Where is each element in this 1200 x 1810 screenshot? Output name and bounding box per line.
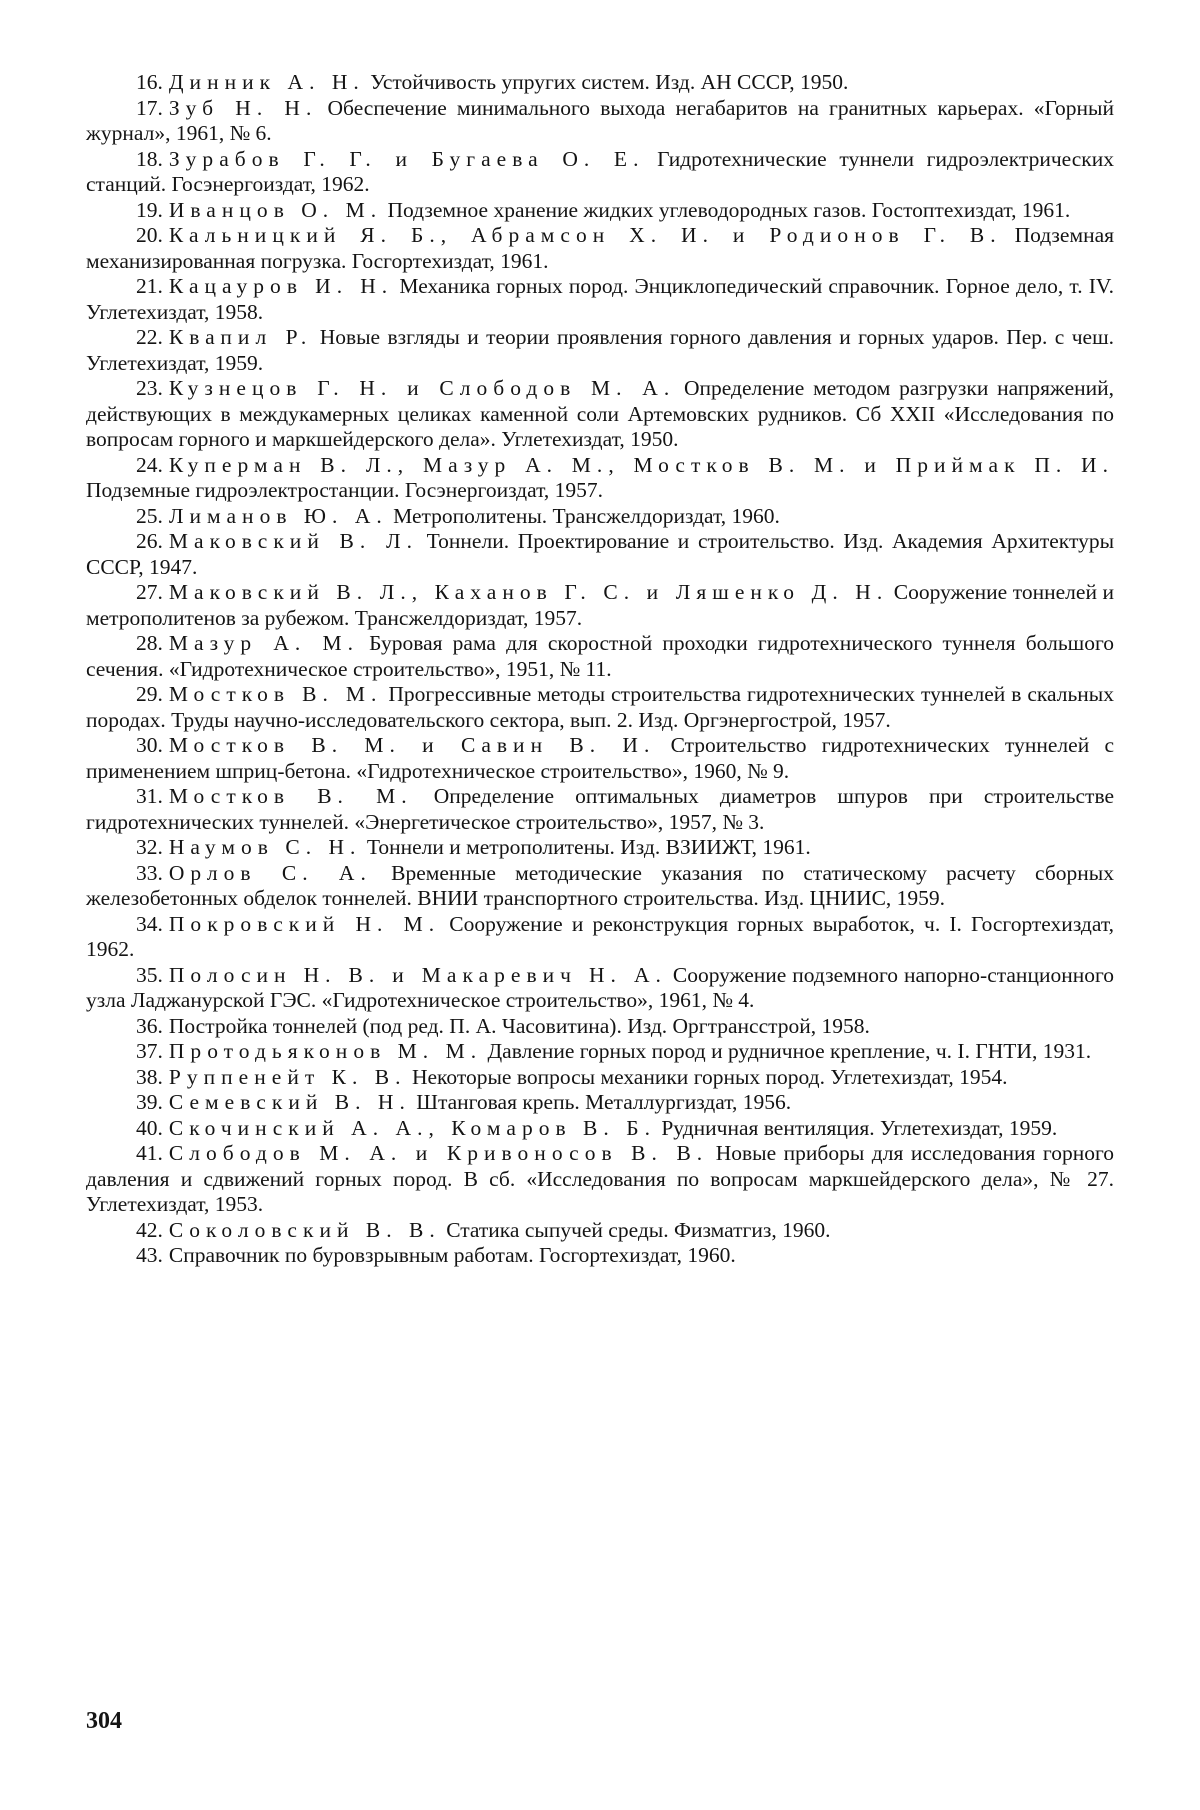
reference-item [86,1065,1114,1091]
reference-author: Кузнецов Г. Н. и Слободов М. А. [168,376,676,400]
reference-item [86,1014,1114,1040]
reference-number: 31. [136,784,163,808]
reference-text: Прогрессивные методы строительства гидротехнических туннелей в скальных породах. Труды научно-исследовательского сектора, вып. 2. Изд. Оргэнергострой, 1957. [86,682,1114,732]
reference-item [86,733,1114,784]
reference-text: Тоннели и метрополитены. Изд. ВЗИИЖТ, 1961. [366,835,811,859]
reference-item [86,963,1114,1014]
reference-item [86,835,1114,861]
reference-author: Покровский Н. М. [168,911,441,936]
reference-item [86,1218,1114,1244]
reference-author: Кальницкий Я. Б., Абрамсон Х. И. и Родионов Г. В. [168,223,1002,247]
reference-author: Квапил Р. [168,325,313,349]
reference-number: 29. [136,682,163,706]
reference-author: Маковский В. Л., Каханов Г. С. и Ляшенко Д. Н. [168,580,889,604]
reference-number: 43. [136,1243,163,1267]
reference-item [86,376,1114,453]
reference-number: 37. [136,1039,163,1063]
reference-text: Буровая рама для скоростной проходки гидротехнического туннеля большого сечения. «Гидротехническое строительство», 1951, № 11. [86,631,1115,681]
reference-number: 39. [136,1090,163,1114]
reference-number: 42. [136,1217,163,1242]
reference-text: Определение оптимальных диаметров шпуров при строительстве гидротехнических туннелей. «Энергетическое строительство», 1957, № 3. [86,784,1115,834]
reference-item [86,223,1114,274]
reference-text: Подземное хранение жидких углеводородных газов. Гостоптехиздат, 1961. [387,197,1071,222]
reference-item [86,1141,1114,1218]
reference-item [86,631,1114,682]
reference-text: Постройка тоннелей (под ред. П. А. Часовитина). Изд. Оргтрансстрой, 1958. [168,1013,870,1038]
reference-number: 33. [136,860,163,885]
reference-number: 22. [136,325,163,349]
reference-author: Лиманов Ю. А. [168,503,388,528]
reference-item [86,1090,1114,1116]
reference-author: Соколовский В. В. [168,1217,441,1242]
reference-item [86,96,1114,147]
reference-text: Рудничная вентиляция. Углетехиздат, 1959. [661,1115,1058,1140]
reference-text: Подземные гидроэлектростанции. Госэнергоиздат, 1957. [86,478,604,502]
reference-item [86,147,1114,198]
reference-text: Штанговая крепь. Металлургиздат, 1956. [416,1090,792,1114]
reference-text: Устойчивость упругих систем. Изд. АН СССР, 1950. [370,70,849,94]
reference-author: Зуб Н. Н. [168,95,318,120]
reference-item [86,580,1114,631]
reference-text: Метрополитены. Трансжелдориздат, 1960. [393,503,780,528]
reference-item [86,1243,1114,1269]
reference-author: Иванцов О. М. [168,197,383,222]
reference-author: Мостков В. М. [168,784,413,808]
reference-text: Сооружение подземного напорно-станционного узла Ладжанурской ГЭС. «Гидротехническое строительство», 1961, № 4. [86,962,1114,1012]
reference-text: Некоторые вопросы механики горных пород. Углетехиздат, 1954. [411,1064,1008,1089]
reference-text: Строительство гидротехнических туннелей с применением шприц-бетона. «Гидротехническое строительство», 1960, № 9. [86,733,1114,783]
reference-text: Новые приборы для исследования горного давления и сдвижений горных пород. В сб. «Исследования по вопросам маркшейдерского дела», № 27. Углетехиздат, 1953. [86,1141,1115,1216]
reference-number: 28. [136,631,163,655]
reference-number: 23. [136,376,163,400]
page-number: 304 [86,1708,122,1734]
reference-text: Подземная механизированная погрузка. Госгортехиздат, 1961. [86,223,1115,273]
reference-author: Семевский В. Н. [168,1090,411,1114]
reference-number: 30. [136,733,163,757]
reference-author: Орлов С. А. [168,860,372,885]
reference-author: Динник А. Н. [168,70,365,94]
reference-item [86,861,1114,912]
reference-number: 21. [136,274,163,298]
reference-list [86,70,1114,1269]
reference-text: Справочник по буровзрывным работам. Госгортехиздат, 1960. [168,1243,736,1267]
reference-item [86,1039,1114,1065]
reference-number: 17. [136,95,163,120]
reference-text: Тоннели. Проектирование и строительство. Изд. Академия Архитектуры СССР, 1947. [86,529,1115,579]
reference-item [86,274,1114,325]
reference-number: 26. [136,529,163,553]
reference-number: 36. [136,1013,163,1038]
reference-number: 32. [136,835,163,859]
reference-text: Определение методом разгрузки напряжений, действующих в междукамерных целиках каменной соли Артемовских рудников. Сб XXII «Исследования по вопросам горного и маркшейдерского дела». Углетехиздат, 1950. [86,376,1115,451]
reference-author: Полосин Н. В. и Макаревич Н. А. [168,962,667,987]
reference-item [86,912,1114,963]
reference-number: 16. [136,70,163,94]
reference-number: 20. [136,223,163,247]
reference-number: 41. [136,1141,163,1165]
reference-author: Куперман В. Л., Мазур А. М., Мостков В. М. и Приймак П. И. [168,452,1114,477]
reference-item [86,325,1114,376]
reference-author: Маковский В. Л. [168,529,418,553]
reference-text: Механика горных пород. Энциклопедический справочник. Горное дело, т. IV. Углетехиздат, 1958. [86,274,1115,324]
reference-author: Скочинский А. А., Комаров В. Б. [168,1115,656,1140]
reference-text: Временные методические указания по статическому расчету сборных железобетонных обделок тоннелей. ВНИИ транспортного строительства. Изд. ЦНИИС, 1959. [86,860,1115,910]
reference-item [86,529,1114,580]
reference-item [86,504,1114,530]
reference-text: Сооружение и реконструкция горных выработок, ч. I. Госгортехиздат, 1962. [86,911,1115,961]
reference-author: Зурабов Г. Г. и Бугаева О. Е. [168,146,645,171]
reference-author: Слободов М. А. и Кривоносов В. В. [168,1141,709,1165]
reference-author: Протодьяконов М. М. [168,1039,483,1063]
reference-item [86,70,1114,96]
bibliography-page [86,70,1114,1269]
reference-number: 34. [136,911,163,936]
reference-number: 18. [136,146,163,171]
reference-text: Обеспечение минимального выхода негабаритов на гранитных карьерах. «Горный журнал», 1961, № 6. [86,95,1115,145]
reference-item [86,198,1114,224]
reference-number: 19. [136,197,163,222]
reference-author: Руппенейт К. В. [168,1064,407,1089]
reference-number: 35. [136,962,163,987]
reference-item [86,1116,1114,1142]
reference-author: Кацауров И. Н. [168,274,394,298]
reference-author: Мазур А. М. [168,631,359,655]
reference-number: 40. [136,1115,163,1140]
reference-text: Новые взгляды и теории проявления горного давления и горных ударов. Пер. с чеш. Углетехиздат, 1959. [86,325,1114,375]
reference-text: Давление горных пород и рудничное крепление, ч. I. ГНТИ, 1931. [487,1039,1092,1063]
reference-item [86,682,1114,733]
reference-number: 24. [136,452,163,477]
reference-number: 27. [136,580,163,604]
reference-author: Наумов С. Н. [168,835,362,859]
reference-item [86,784,1114,835]
reference-author: Мостков В. М. [168,682,383,706]
reference-text: Статика сыпучей среды. Физматгиз, 1960. [446,1217,831,1242]
reference-author: Мостков В. М. и Савин В. И. [168,733,656,757]
reference-number: 38. [136,1064,163,1089]
reference-number: 25. [136,503,163,528]
reference-text: Сооружение тоннелей и метрополитенов за рубежом. Трансжелдориздат, 1957. [86,580,1115,630]
reference-item [86,453,1114,504]
reference-text: Гидротехнические туннели гидроэлектрических станций. Госэнергоиздат, 1962. [86,146,1114,196]
